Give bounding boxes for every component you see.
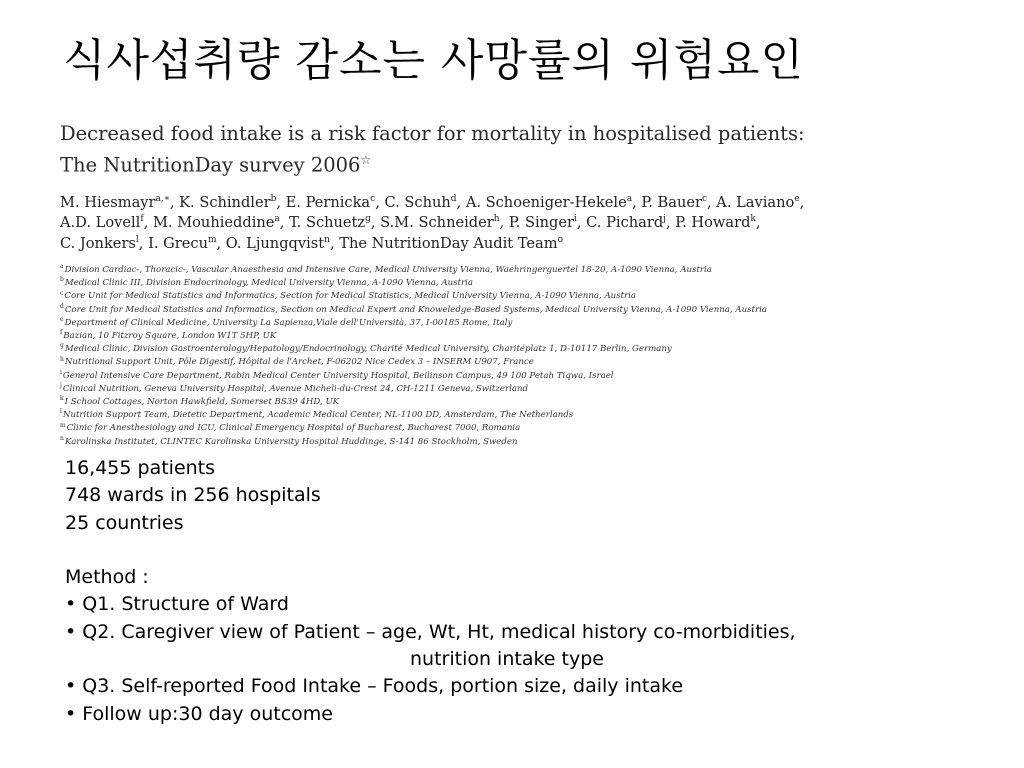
affiliation-list (60, 264, 940, 449)
affiliation-key: f (60, 329, 63, 337)
author-affiliation-marker: a (626, 193, 633, 204)
paper-title-line-2-text: The NutritionDay survey 2006 (60, 153, 361, 177)
author (60, 194, 179, 211)
countries-count: 25 countries (65, 511, 184, 534)
author-affiliation-marker: m (207, 234, 217, 245)
affiliation-key: g (60, 342, 64, 350)
author-separator: , (499, 214, 509, 231)
paper-title-line-1: Decreased food intake is a risk factor for mortality in hospitalised patients: (60, 122, 805, 145)
method-followup: • Follow up:30 day outcome (65, 702, 333, 725)
paper-title-line-2 (60, 147, 940, 179)
author-affiliation-marker: i (573, 214, 577, 225)
author-separator: , (576, 214, 587, 231)
affiliation-key: j (60, 381, 62, 389)
author (148, 235, 226, 252)
affiliation-key: l (60, 408, 62, 416)
author-separator: , (799, 193, 805, 211)
author-name: P. Singer (508, 214, 574, 231)
author-separator: , (707, 193, 717, 211)
affiliation (60, 277, 940, 290)
affiliation (60, 304, 940, 317)
author-name: P. Bauer (641, 193, 702, 211)
author-name: I. Grecu (148, 234, 208, 252)
method-label: Method : (65, 566, 149, 589)
affiliation-key: b (60, 276, 64, 284)
author-affiliation-marker: f (140, 214, 144, 225)
author-separator: , (755, 214, 761, 231)
affiliation-text: Karolinska Institutet, CLINTEC Karolinska University Hospital Huddinge, S-141 86 Stockholm, Sweden (64, 436, 518, 447)
wards-count: 748 wards in 256 hospitals (65, 484, 321, 507)
author-affiliation-marker: d (450, 193, 457, 204)
affiliation-text: Nutrition Support Team, Dietetic Department, Academic Medical Center, NL-1100 DD, Amsterdam, The Netherlands (62, 410, 574, 421)
author-separator: , (169, 193, 180, 211)
author-name: E. Pernicka (285, 193, 371, 211)
author-affiliation-marker: o (557, 234, 563, 245)
affiliation (60, 317, 940, 330)
author-name: O. Ljungqvist (225, 234, 325, 252)
affiliation-key: k (60, 395, 64, 403)
author-separator: , (279, 214, 290, 231)
author-name: C. Jonkers (60, 234, 136, 252)
author-name: M. Hiesmayr (60, 193, 156, 211)
affiliation (60, 396, 940, 409)
affiliation (60, 330, 940, 343)
author-separator: , (632, 193, 642, 211)
author (226, 235, 339, 252)
author-separator: , (665, 214, 676, 231)
author-affiliation-marker: n (324, 234, 330, 245)
author (60, 235, 148, 252)
affiliation-text: Medical Clinic, Division Gastroenterology/Hepatology/Endocrinology, Charité Medical University, Charitéplatz 1, D-10117 Berlin, Germany (64, 344, 672, 355)
slide-title: 식사섭취량 감소는 사망률의 위험요인 (63, 35, 805, 86)
affiliation-text: Division Cardiac-, Thoracic-, Vascular Anaesthesia and Intensive Care, Medical University Vienna, Waehringerguertel 18-20, A-1090 Vienna, Austria (64, 265, 712, 275)
author-name: The NutritionDay Audit Team (339, 234, 558, 252)
affiliation (60, 383, 940, 396)
affiliation-text: Clinical Nutrition, Geneva University Hospital, Avenue Micheli-du-Crest 24, CH-1211 Geneva, Switzerland (62, 383, 528, 394)
paper-excerpt (60, 121, 940, 449)
affiliation-key: c (60, 289, 64, 297)
affiliation-text: Core Unit for Medical Statistics and Informatics, Section for Medical Statistics, Medical University Vienna, A-1090 Vienna, Austria (64, 291, 637, 302)
affiliation-key: m (60, 421, 66, 429)
affiliation (60, 356, 940, 369)
author-name: P. Howard (675, 214, 751, 231)
author-name: C. Pichard (586, 214, 664, 231)
affiliation-key: a (60, 263, 64, 271)
author (289, 214, 380, 231)
author-affiliation-marker: l (135, 234, 139, 245)
author-name: A.D. Lovell (60, 214, 141, 231)
author-name: K. Schindler (179, 193, 271, 211)
summary-text (65, 455, 796, 728)
author-name: A. Schoeniger-Hekele (465, 193, 627, 211)
author-name: C. Schuh (384, 193, 451, 211)
author-separator: , (329, 234, 340, 252)
affiliation-key: n (60, 434, 64, 442)
affiliation-text: Medical Clinic III, Division Endocrinology, Medical University Vienna, A-1090 Vienna, Austria (64, 278, 473, 289)
affiliation (60, 409, 940, 422)
author-affiliation-marker: j (663, 214, 666, 225)
affiliation-text: General Intensive Care Department, Rabin Medical Center University Hospital, Beilinson Campus, 49 100 Petah Tiqwa, Israel (62, 370, 614, 381)
author-list (60, 193, 940, 255)
author (641, 194, 716, 211)
affiliation-key: d (60, 302, 64, 310)
author-separator: , (143, 214, 153, 231)
affiliation (60, 436, 940, 449)
author-affiliation-marker: c (370, 193, 376, 204)
affiliation-text: Clinic for Anesthesiology and ICU, Clinical Emergency Hospital of Bucharest, Bucharest 7000, Romania (66, 423, 521, 434)
author (60, 214, 153, 231)
author (586, 214, 675, 231)
author (716, 194, 804, 211)
author-separator: , (375, 193, 385, 211)
affiliation-text: Department of Clinical Medicine, University La Sapienza,Viale dell'Università, 37, I-00185 Rome, Italy (64, 317, 513, 328)
author-affiliation-marker: a,∗ (155, 193, 170, 204)
author-name: S.M. Schneider (380, 214, 494, 231)
method-q2-line-1: • Q2. Caregiver view of Patient – age, Wt, Ht, medical history co-morbidities, (65, 620, 796, 643)
patients-count: 16,455 patients (65, 457, 216, 479)
affiliation-text: I School Cottages, Norton Hawkfield, Somerset BS39 4HD, UK (64, 397, 340, 408)
author-separator: , (456, 193, 466, 211)
method-q2-line-2: nutrition intake type (410, 648, 604, 671)
title-footnote-star: ☆ (360, 153, 372, 167)
affiliation-key: e (60, 315, 64, 323)
author-affiliation-marker: h (493, 214, 500, 225)
author-separator: , (276, 193, 286, 211)
author-affiliation-marker: k (750, 214, 756, 225)
affiliation (60, 264, 940, 277)
author (286, 194, 385, 211)
author (384, 194, 465, 211)
author (466, 194, 642, 211)
author (380, 214, 509, 231)
author (153, 214, 289, 231)
author-affiliation-marker: g (365, 214, 371, 225)
affiliation (60, 422, 940, 435)
author-separator: , (216, 234, 226, 252)
method-q3: • Q3. Self-reported Food Intake – Foods, portion size, daily intake (65, 675, 684, 698)
author-affiliation-marker: e (794, 193, 800, 204)
author-affiliation-marker: b (270, 193, 277, 204)
affiliation-text: Core Unit for Medical Statistics and Informatics, Section on Medical Expert and Knoweledge-Based Systems, Medical University Vienna, A-1090 Vienna, Austria (64, 304, 767, 315)
spacer (65, 537, 796, 564)
author-name: T. Schuetz (289, 214, 366, 231)
affiliation-key: h (60, 355, 64, 363)
author-separator: , (370, 214, 381, 231)
author (179, 194, 286, 211)
author-affiliation-marker: c (701, 193, 708, 204)
affiliation (60, 343, 940, 356)
method-q1: • Q1. Structure of Ward (65, 593, 289, 616)
affiliation-key: i (60, 368, 62, 376)
author (339, 235, 563, 252)
affiliation (60, 370, 940, 383)
affiliation-text: Bazian, 10 Fitzroy Square, London W1T 5HP, UK (63, 331, 277, 342)
author-separator: , (138, 234, 149, 252)
affiliation (60, 290, 940, 303)
author (675, 214, 760, 231)
author (509, 214, 586, 231)
author-name: M. Mouhieddine (152, 214, 275, 231)
author-affiliation-marker: a (274, 214, 280, 225)
author-name: A. Laviano (716, 193, 795, 211)
affiliation-text: Nutritional Support Unit, Pôle Digestif, Hôpital de l'Archet, F-06202 Nice Cedex 3 – INSERM U907, France (64, 357, 534, 368)
paper-title (60, 121, 940, 179)
